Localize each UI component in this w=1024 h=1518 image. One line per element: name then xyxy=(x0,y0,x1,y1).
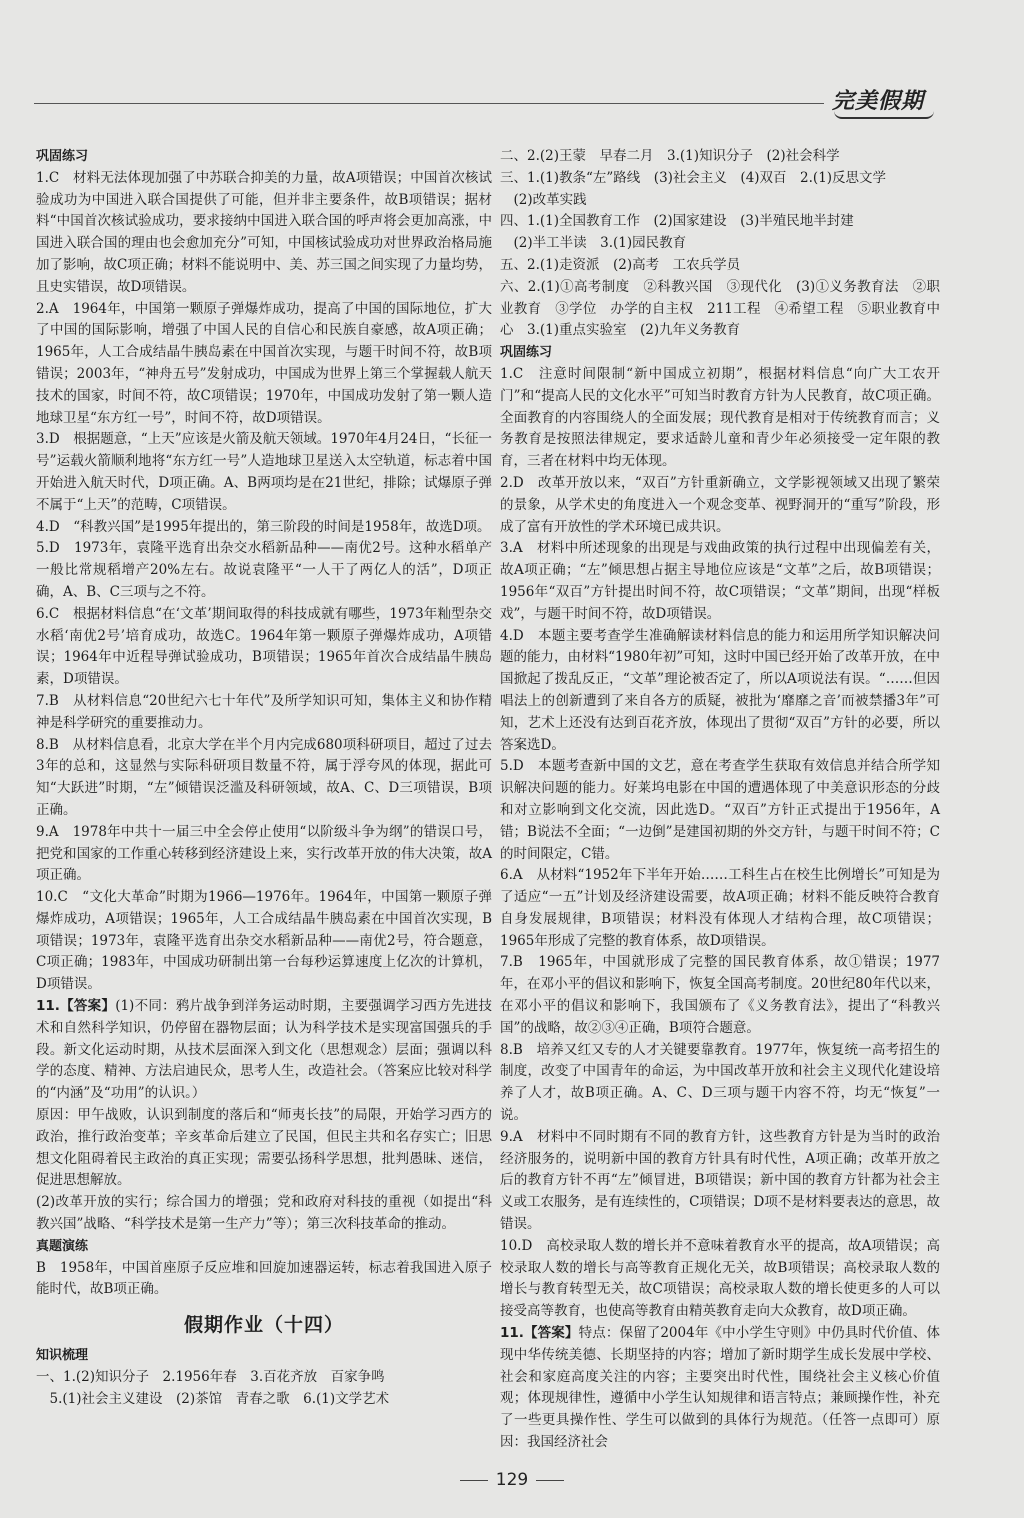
section-title: 巩固练习 xyxy=(36,149,89,164)
knowledge-line: 五、2.(1)走资派 (2)高考 工农兵学员 xyxy=(500,256,741,273)
homework-title: 假期作业（十四） xyxy=(183,1314,344,1337)
answer-paragraph: 原因：甲午战败，认识到制度的落后和“师夷长技”的局限，开始学习西方的政治，推行政治变革；辛亥革命后建立了民国，但民主共和名存实亡；旧思想文化阻碍着民主政治的真正实现；需要弘扬科学思想，批判愚昧、迷信，促进思想解放。 xyxy=(36,1107,492,1189)
answer-paragraph: 3.A 材料中所述现象的出现是与戏曲政策的执行过程中出现偏差有关，故A项正确；“左”倾思想占据主导地位应该是“文革”之后，故B项错误；1956年“双百”方针提出时间不符，故C项错误；“文革”期间，出现“样板戏”，与题干时间不符，故D项错误。 xyxy=(500,540,940,622)
answer-paragraph: 5.D 1973年，袁隆平选育出杂交水稻新品种——南优2号。这种水稻单产一般比常规稻增产20%左右。故说袁隆平“一人干了两亿人的活”，D项正确，A、B、C三项与之不符。 xyxy=(36,540,492,600)
brand-swoosh-icon xyxy=(834,111,934,119)
answer-paragraph: 1.C 注意时间限制“新中国成立初期”，根据材料信息“向广大工农开门”和“提高人民的文化水平”可知当时教育方针为人民教育，故C项正确。全面教育的内容围绕人的全面发展；现代教育是相对于传统教育而言；义务教育是按照法律规定，要求适龄儿童和青少年必须接受一定年限的教育，三者在材料中均无体现。 xyxy=(500,365,940,470)
knowledge-line: 一、1.(2)知识分子 2.1956年春 3.百花齐放 百家争鸣 xyxy=(36,1368,385,1385)
answer-paragraph: 3.D 根据题意，“上天”应该是火箭及航天领域。1970年4月24日，“长征一号”运载火箭顺利地将“东方红一号”人造地球卫星送入太空轨道，标志着中国开始进入航天时代，D项正确。A、B两项均是在21世纪，排除；试爆原子弹不属于“上天”的范畴，C项错误。 xyxy=(36,431,492,513)
answer-paragraph: 8.B 培养又红又专的人才关键要靠教育。1977年，恢复统一高考招生的制度，改变了中国青年的命运，为中国改革开放和社会主义现代化建设培养了人才，故B项正确。A、C、D三项与题干内容不符，均无“恢复”一说。 xyxy=(500,1041,940,1124)
answer-paragraph: 10.D 高校录取人数的增长并不意味着教育水平的提高，故A项错误；高校录取人数的增长与高等教育正规化无关，故B项错误；高校录取人数的增长与教育转型无关，故C项错误；高校录取人数的增长使更多的人可以接受高等教育，也使高等教育由精英教育走向大众教育，故D项正确。 xyxy=(500,1237,940,1320)
page-number-text: 129 xyxy=(495,1470,529,1490)
answer-paragraph: 6.C 根据材料信息“在‘文革’期间取得的科技成就有哪些，1973年籼型杂交水稻‘南优2号’培育成功，故选C。1964年第一颗原子弹爆炸成功，A项错误；1964年中近程导弹试验成功，B项错误；1965年首次合成结晶牛胰岛素，D项错误。 xyxy=(36,605,492,688)
knowledge-line: (2)半工半读 3.(1)园民教育 xyxy=(500,235,687,252)
answer-paragraph: 5.D 本题考查新中国的文艺，意在考查学生获取有效信息并结合所学知识解决问题的能力。好莱坞电影在中国的遭遇体现了中美意识形态的分歧和对立影响到文化交流，因此选D。“双百”方针正式提出于1956年，A错；B说法不全面；“一边倒”是建国初期的外交方针，与题干时间不符；C的时间限定，C错。 xyxy=(500,758,940,862)
answer-paragraph-q11 xyxy=(36,996,492,1105)
answer-paragraph: 6.A 从材料“1952年下半年开始……工科生占在校生比例增长”可知是为了适应“一五”计划及经济建设需要，故A项正确；材料不能反映符合教育自身发展规律，B项错误；材料没有体现人才结构合理，故C项错误；1965年形成了完整的教育体系，故D项错误。 xyxy=(500,867,940,949)
answer-paragraph: 8.B 从材料信息看，北京大学在半个月内完成680项科研项目，超过了过去3年的总和，这显然与实际科研项目数量不符，属于浮夸风的体现，据此可知“大跃进”时期，“左”倾错误泛滥及科研领域，故A、C、D三项错误，B项正确。 xyxy=(36,736,492,818)
knowledge-line: 四、1.(1)全国教育工作 (2)国家建设 (3)半殖民地半封建 xyxy=(500,213,854,230)
section-title: 巩固练习 xyxy=(500,345,553,361)
answer-paragraph-q11 xyxy=(500,1323,940,1454)
answer-paragraph: 7.B 1965年，中国就形成了完整的国民教育体系，故①错误；1977年，在邓小平的倡议和影响下，恢复全国高考制度。20世纪80年代以来，在邓小平的倡议和影响下，我国颁布了《义务教育法》，提出了“科教兴国”的战略，故②③④正确，B项符合题意。 xyxy=(500,954,940,1036)
brand-text: 完美假期 xyxy=(832,89,925,114)
page-number-dash xyxy=(460,1480,488,1481)
right-column xyxy=(500,146,940,1454)
answer-tag: 11.【答案】 xyxy=(36,998,116,1015)
knowledge-line: 5.(1)社会主义建设 (2)茶馆 青春之歌 6.(1)文学艺术 xyxy=(36,1390,390,1407)
answer-tag: 11.【答案】 xyxy=(500,1325,579,1342)
answer-paragraph: 2.A 1964年，中国第一颗原子弹爆炸成功，提高了中国的国际地位，扩大了中国的国际影响，增强了中国人民的自信心和民族自豪感，故A项正确；1965年，人工合成结晶牛胰岛素在中国首次实现，与题干时间不符，故B项错误；2003年，“神舟五号”发射成功，中国成为世界上第三个掌握载人航天技术的国家，时间不符，故C项错误；1970年，中国成功发射了第一颗人造地球卫星“东方红一号”，时间不符，故D项错误。 xyxy=(36,300,492,426)
answer-text: (1)不同：鸦片战争到洋务运动时期，主要强调学习西方先进技术和自然科学知识，仍停留在器物层面；认为科学技术是实现富国强兵的手段。新文化运动时期，从技术层面深入到文化（思想观念）层面；强调以科学的态度、精神、方法启迪民众，思考人生，改造社会。（答案应比较对科学的“内涵”及“功用”的认识。） xyxy=(36,998,492,1102)
page-number xyxy=(0,1470,1024,1490)
knowledge-line: 三、1.(1)教条“左”路线 (3)社会主义 (4)双百 2.(1)反思文学 xyxy=(500,169,887,186)
page-number-dash xyxy=(536,1480,564,1481)
answer-paragraph: 7.B 从材料信息“20世纪六七十年代”及所学知识可知，集体主义和协作精神是科学研究的重要推动力。 xyxy=(36,692,492,731)
section-title: 真题演练 xyxy=(36,1238,89,1254)
knowledge-line: 六、2.(1)①高考制度 ②科教兴国 ③现代化 (3)①义务教育法 ②职业教育 ③学位 办学的自主权 211工程 ④希望工程 ⑤职业教育中心 3.(1)重点实验室 (2)九年义务教育 xyxy=(500,278,940,339)
answer-text: 特点：保留了2004年《中小学生守则》中仍具时代价值、体现中华传统美德、长期坚持的内容；增加了新时期学生成长发展中学校、社会和家庭高度关注的内容；主要突出时代性，围绕社会主义核心价值观；体现规律性，遵循中小学生认知规律和语言特点；兼顾操作性，补充了一些更具操作性、学生可以做到的具体行为规范。（任答一点即可）原因：我国经济社会 xyxy=(500,1325,940,1451)
knowledge-line: (2)改革实践 xyxy=(500,191,587,208)
answer-paragraph: 2.D 改革开放以来，“双百”方针重新确立，文学影视领域又出现了繁荣的景象，从学术史的角度进入一个观念变革、视野洞开的“重写”阶段，形成了富有开放性的学术环境已成共识。 xyxy=(500,474,940,535)
left-column xyxy=(36,146,492,1410)
header-rule xyxy=(34,103,824,104)
answer-paragraph: 9.A 1978年中共十一届三中全会停止使用“以阶级斗争为纲”的错误口号，把党和国家的工作重心转移到经济建设上来，实行改革开放的伟大决策，故A项正确。 xyxy=(36,823,492,884)
answer-paragraph: (2)改革开放的实行；综合国力的增强；党和政府对科技的重视（如提出“科教兴国”战略、“科学技术是第一生产力”等）；第三次科技革命的推动。 xyxy=(36,1194,492,1233)
answer-paragraph: 4.D 本题主要考查学生准确解读材料信息的能力和运用所学知识解决问题的能力，由材料“1980年初”可知，这时中国已经开始了改革开放，在中国掀起了拨乱反正，“文革”理论被否定了，所以A项说法有误。“……但因唱法上的创新遭到了来自各方的质疑，被批为‘靡靡之音’而被禁播3年”可知，艺术上还没有达到百花齐放，体现出了贯彻“双百”方针的必要，所以答案选D。 xyxy=(500,627,940,753)
answer-paragraph: 10.C “文化大革命”时期为1966—1976年。1964年，中国第一颗原子弹爆炸成功，A项错误；1965年，人工合成结晶牛胰岛素在中国首次实现，B项错误；1973年，袁隆平选育出杂交水稻新品种——南优2号，符合题意，C项正确；1983年，中国成功研制出第一台每秒运算速度上亿次的计算机，D项错误。 xyxy=(36,889,492,993)
answer-paragraph: 9.A 材料中不同时期有不同的教育方针，这些教育方针是为当时的政治经济服务的，说明新中国的教育方针具有时代性，A项正确；改革开放之后的教育方针不再“左”倾冒进，B项错误；新中国的教育方针都为社会主义或工农服务，是有连续性的，C项错误；D项不是材料要表达的意思，故错误。 xyxy=(500,1128,940,1233)
knowledge-line: 二、2.(2)王蒙 早春二月 3.(1)知识分子 (2)社会科学 xyxy=(500,148,840,164)
answer-paragraph: 1.C 材料无法体现加强了中苏联合抑美的力量，故A项错误；中国首次核试验成功为中国进入联合国提供了可能，但并非主要条件，故B项错误；据材料“中国首次核试验成功，要求接纳中国进入联合国的呼声将会更加高涨，中国进入联合国的理由也会愈加充分”可知，中国核试验成功对世界政治格局施加了影响，故C项正确；材料不能说明中、美、苏三国之间实现了力量均势，且史实错误，故D项错误。 xyxy=(36,169,492,295)
section-title: 知识梳理 xyxy=(36,1348,89,1364)
answer-paragraph: B 1958年，中国首座原子反应堆和回旋加速器运转，标志着我国进入原子能时代，故B项正确。 xyxy=(36,1259,492,1298)
answer-paragraph: 4.D “科教兴国”是1995年提出的，第三阶段的时间是1958年，故选D项。 xyxy=(36,518,491,535)
brand-logo xyxy=(832,84,1002,120)
